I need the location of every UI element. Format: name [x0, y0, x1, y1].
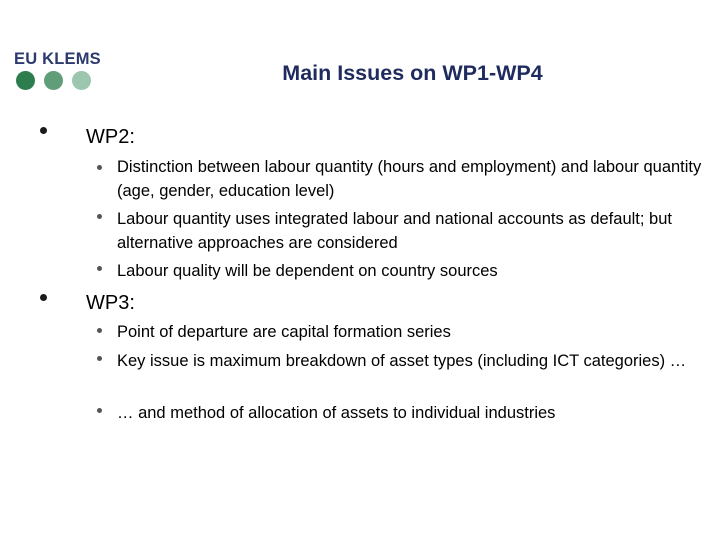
bullet-level2: [97, 328, 102, 333]
bullet-level2: [97, 266, 102, 271]
list-item: Point of departure are capital formation series: [117, 323, 451, 341]
section-heading-wp3: WP3:: [86, 292, 135, 314]
list-item: … and method of allocation of assets to individual industries: [117, 404, 556, 422]
logo-text: EU KLEMS: [14, 50, 101, 68]
list-item: Distinction between labour quantity (hours and employment) and labour quantity (age, gender, education level): [117, 158, 702, 200]
section-heading-wp2: WP2:: [86, 126, 135, 148]
list-item: Labour quantity uses integrated labour and national accounts as default; but alternative approaches are considered: [117, 210, 672, 252]
slide-title: Main Issues on WP1-WP4: [282, 61, 543, 85]
bullet-level1: [40, 127, 47, 134]
list-item: Key issue is maximum breakdown of asset types (including ICT categories) …: [117, 352, 687, 370]
bullet-level1: [40, 294, 47, 301]
bullet-level2: [97, 214, 102, 219]
bullet-level2: [97, 356, 102, 361]
list-item: Labour quality will be dependent on country sources: [117, 262, 498, 280]
bullet-level2: [97, 165, 102, 170]
bullet-level2: [97, 408, 102, 413]
